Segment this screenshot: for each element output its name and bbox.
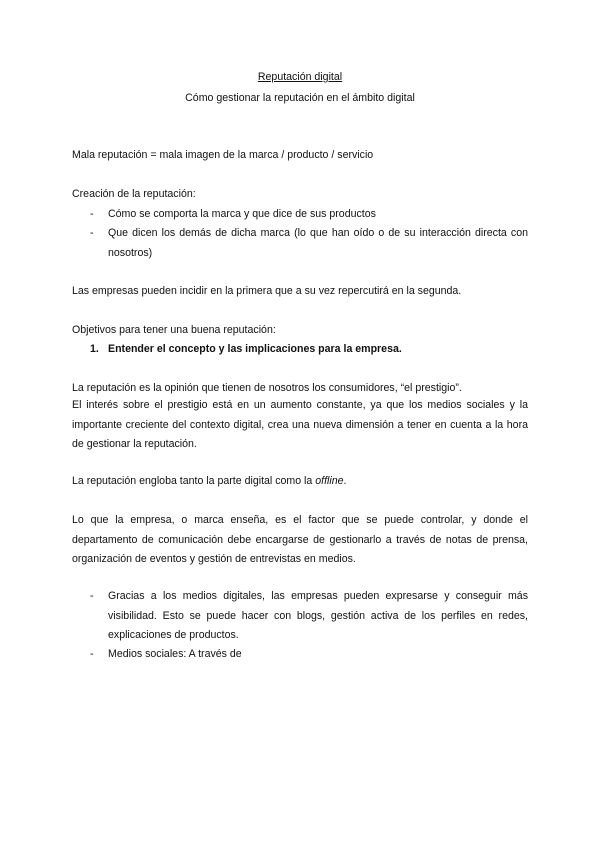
- document-subtitle: Cómo gestionar la reputación en el ámbito digital: [185, 92, 415, 104]
- creation-heading: Creación de la reputación:: [72, 188, 196, 200]
- company-paragraph: Lo que la empresa, o marca enseña, es el factor que se puede controlar, y donde el departamento de comunicación debe encargarse de gestionarlo a través de notas de prensa, organización de eventos y gestión de entrevistas en medios.: [72, 514, 528, 566]
- creation-list-item: Que dicen los demás de dicha marca (lo que han oído o de su interacción directa con nosotros): [108, 227, 528, 259]
- objectives-heading: Objetivos para tener una buena reputación:: [72, 324, 276, 336]
- bullet-marker: -: [90, 648, 94, 660]
- bullet-marker: -: [90, 227, 94, 239]
- bullet-marker: -: [90, 590, 94, 602]
- scope-paragraph: [72, 472, 528, 492]
- scope-suffix: .: [343, 475, 347, 487]
- scope-text: La reputación engloba tanto la parte digital como la: [72, 475, 316, 487]
- bullet-marker: -: [90, 208, 94, 220]
- influence-paragraph: Las empresas pueden incidir en la primera que a su vez repercutirá en la segunda.: [72, 285, 462, 297]
- document-title: Reputación digital: [257, 71, 343, 83]
- reputation-definition-paragraph: La reputación es la opinión que tienen de nosotros los consumidores, “el prestigio”.: [72, 382, 462, 394]
- definition-paragraph: Mala reputación = mala imagen de la marca / producto / servicio: [72, 149, 374, 161]
- final-list-item: Medios sociales: A través de: [108, 648, 242, 660]
- scope-italic-term: offline: [315, 475, 344, 487]
- objective-item: Entender el concepto y las implicaciones para la empresa.: [108, 343, 402, 355]
- prestige-paragraph: El interés sobre el prestigio está en un aumento constante, ya que los medios sociales y la importante creciente del contexto digital, crea una nueva dimensión a tener en cuenta a la hora de gestionar la reputación.: [72, 399, 528, 451]
- objective-number: 1.: [90, 343, 99, 355]
- final-list-item: Gracias a los medios digitales, las empresas pueden expresarse y conseguir más visibilidad. Esto se puede hacer con blogs, gestión activa de los perfiles en redes, explicaciones de productos.: [108, 590, 528, 642]
- creation-list-item: Cómo se comporta la marca y que dice de sus productos: [108, 208, 376, 220]
